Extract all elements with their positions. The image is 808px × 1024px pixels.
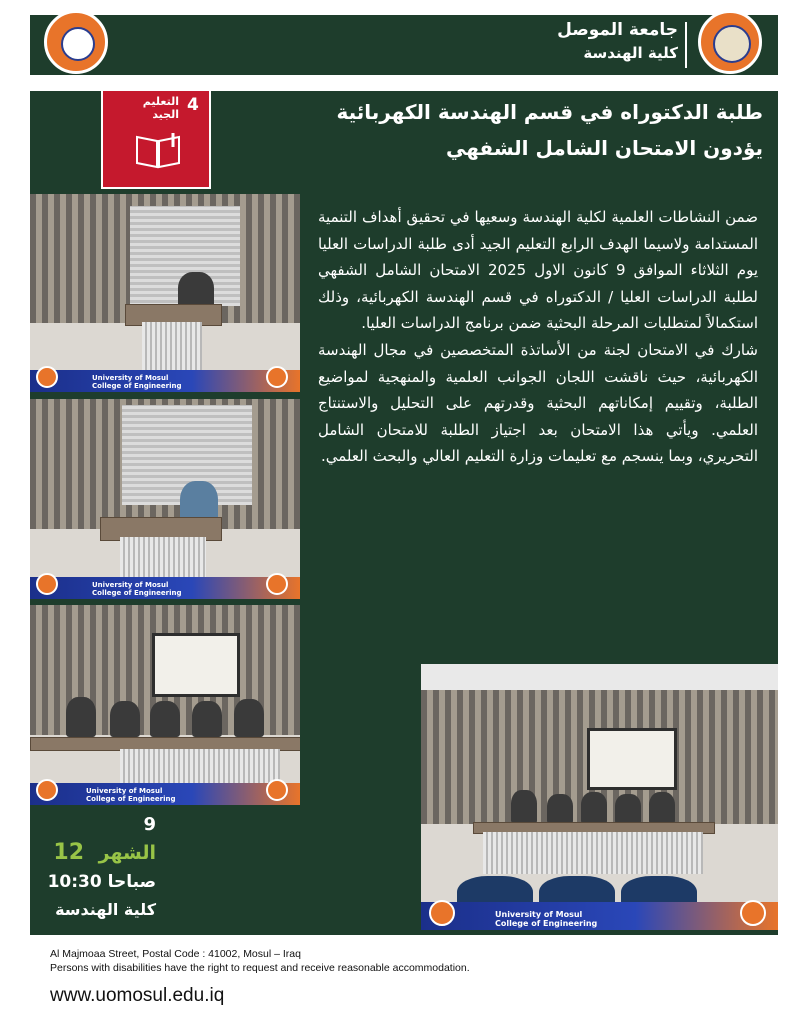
university-logo: [698, 10, 762, 74]
photo-student-1: [30, 194, 300, 392]
footer: [50, 947, 470, 1011]
footer-website-link[interactable]: www.uomosul.edu.iq: [50, 985, 225, 1006]
event-day: 9: [143, 814, 156, 835]
event-month: [38, 838, 156, 868]
header-divider: [685, 22, 687, 68]
event-place: كلية الهندسة: [55, 900, 156, 919]
sdg-number: 4: [187, 95, 199, 115]
photo-caption-line1: University of Mosul: [495, 910, 583, 919]
paragraph-2: شارك في الامتحان لجنة من الأساتذة المتخصصين في مجال الهندسة الكهربائية، حيث ناقشت اللجان الجوانب العلمية والمنهجية لمواضيع الطلبة، وتقييم إمكاناتهم البحثية وقدرتهم على التحليل والاستنتاج العلمي. ويأتي هذا الامتحان بعد اجتياز الطلبة للامتحان الشامل التحريري، وبما ينسجم مع تعليمات وزارة التعليم العالي والبحث العلمي.: [318, 340, 758, 466]
sdg-4-badge: [101, 89, 211, 189]
footer-accessibility: Persons with disabilities have the right to request and receive reasonable accommodation.: [50, 962, 470, 974]
paragraph-1: ضمن النشاطات العلمية لكلية الهندسة وسعيها في تحقيق أهداف التنمية المستدامة ولاسيما الهدف الرابع التعليم الجيد أدى طلبة الدراسات العليا يوم الثلاثاء الموافق 9 كانون الاول 2025 الامتحان الشامل الشفهي لطلبة الدراسات العليا / الدكتوراه في قسم الهندسة الكهربائية، وذلك استكمالاً لمتطلبات المرحلة البحثية ضمن برنامج الدراسات العليا.: [318, 208, 758, 333]
sdg-label-line1: التعليم: [142, 95, 179, 108]
photo-caption-line1: University of Mosul: [92, 581, 169, 589]
photo-caption-line2: College of Engineering: [92, 589, 182, 597]
university-name: جامعة الموصل: [557, 20, 678, 40]
book-icon: [133, 131, 183, 171]
title-line1: طلبة الدكتوراه في قسم الهندسة الكهربائية: [336, 100, 763, 124]
photo-committee-2: [421, 664, 778, 930]
article-body: [318, 204, 758, 470]
photo-student-2: [30, 399, 300, 599]
footer-address: Al Majmoaa Street, Postal Code : 41002, Mosul – Iraq: [50, 948, 301, 960]
photo-caption-line2: College of Engineering: [495, 919, 598, 928]
page-title: [263, 94, 763, 166]
month-label: الشهر: [98, 842, 156, 864]
header-text: [557, 18, 678, 64]
photo-caption-line1: University of Mosul: [86, 787, 163, 795]
photo-caption-line2: College of Engineering: [92, 382, 182, 390]
photo-caption-line1: University of Mosul: [92, 374, 169, 382]
college-logo: [44, 10, 108, 74]
month-number: 12: [53, 840, 85, 865]
sdg-label: [143, 95, 179, 121]
photo-committee-1: [30, 605, 300, 805]
event-date-block: [38, 812, 156, 924]
photo-caption-line2: College of Engineering: [86, 795, 176, 803]
sdg-label-line2: الجيد: [152, 108, 179, 121]
event-time: 10:30 صباحا: [47, 872, 156, 892]
title-line2: يؤدون الامتحان الشامل الشفهي: [445, 136, 763, 160]
college-name: كلية الهندسة: [583, 44, 678, 62]
